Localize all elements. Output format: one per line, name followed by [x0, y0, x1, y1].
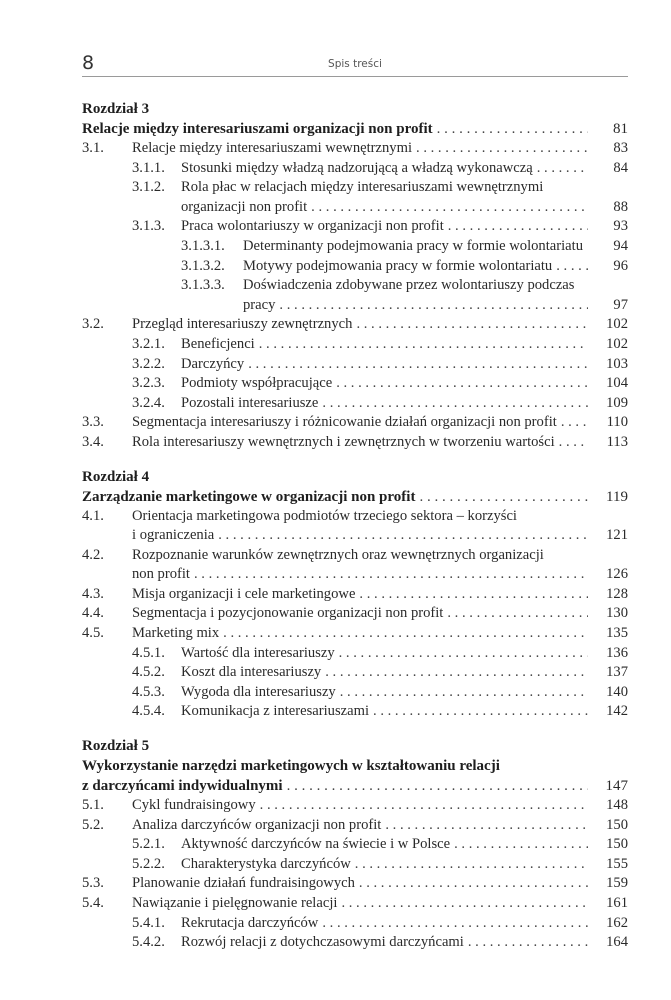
dot-leader — [194, 565, 588, 585]
toc-entry[interactable] — [82, 663, 628, 683]
dot-leader — [248, 355, 588, 375]
dot-leader — [260, 796, 588, 816]
section-number: 4.5.4. — [132, 703, 165, 720]
toc-entry[interactable] — [82, 855, 628, 875]
dot-leader — [322, 394, 588, 414]
page-ref: 121 — [606, 527, 628, 544]
dot-leader — [454, 835, 588, 855]
page-ref: 150 — [606, 836, 628, 853]
page-ref: 93 — [613, 218, 628, 235]
section-number: 5.2.2. — [132, 855, 165, 872]
toc-entry[interactable] — [82, 816, 628, 836]
chapter-title: z darczyńcami indywidualnymi — [82, 778, 283, 795]
page-ref: 136 — [606, 644, 628, 661]
section-title: Wartość dla interesariuszy — [181, 644, 335, 661]
section-number: 5.2.1. — [132, 836, 165, 853]
section-title-continued: i ograniczenia — [132, 527, 215, 544]
page-ref: 88 — [613, 198, 628, 215]
toc-entry[interactable] — [82, 433, 628, 453]
toc-entry[interactable] — [82, 394, 628, 414]
toc-entry[interactable] — [82, 546, 628, 585]
dot-leader — [356, 315, 588, 335]
section-number: 5.4.1. — [132, 914, 165, 931]
page-ref: 81 — [613, 121, 628, 137]
page-ref: 83 — [613, 140, 628, 156]
dot-leader — [373, 702, 588, 722]
dot-leader — [287, 776, 588, 796]
chapter-title: Zarządzanie marketingowe w organizacji non profit — [82, 488, 416, 505]
section-title: Aktywność darczyńców na świecie i w Polsce — [181, 836, 451, 853]
page-ref: 113 — [606, 433, 628, 450]
page-ref: 137 — [606, 664, 628, 681]
toc-entry[interactable] — [82, 624, 628, 644]
chapter-label: Rozdział 3 — [82, 101, 150, 117]
section-number: 3.1.2. — [132, 179, 165, 196]
page-ref: 161 — [606, 895, 628, 911]
section-number: 4.5.1. — [132, 644, 165, 661]
section-title-continued: pracy — [243, 296, 276, 313]
page-ref: 110 — [606, 414, 628, 431]
section-title: Przegląd interesariuszy zewnętrznych — [132, 316, 353, 333]
page-ref: 164 — [606, 934, 628, 951]
section-number: 5.3. — [82, 875, 104, 892]
toc-entry[interactable] — [82, 604, 628, 624]
dot-leader — [437, 119, 588, 139]
section-title: Charakterystyka darczyńców — [181, 855, 351, 872]
section-title: Beneficjenci — [181, 335, 255, 352]
chapter-title: Wykorzystanie narzędzi marketingowych w kształtowaniu relacji — [82, 758, 500, 775]
toc-entry[interactable] — [82, 683, 628, 703]
running-header — [82, 52, 628, 77]
toc-entry[interactable] — [82, 374, 628, 394]
section-number: 5.2. — [82, 816, 104, 833]
section-title: Praca wolontariuszy w organizacji non profit — [181, 218, 444, 235]
page-ref: 97 — [613, 296, 628, 313]
section-title: Misja organizacji i cele marketingowe — [132, 585, 356, 602]
section-title-continued: organizacji non profit — [181, 198, 308, 215]
dot-leader — [355, 855, 588, 875]
section-title: Rola płac w relacjach między interesariuszami wewnętrznymi — [181, 179, 544, 196]
page-ref: 84 — [613, 159, 628, 176]
chapter-title-entry[interactable] — [82, 776, 628, 796]
toc-entry[interactable] — [82, 796, 628, 816]
section-number: 3.1. — [82, 140, 104, 156]
section-number: 5.4. — [82, 895, 104, 911]
page-number: 8 — [82, 52, 95, 74]
chapter-section — [82, 736, 628, 953]
toc-entry[interactable] — [82, 315, 628, 335]
chapter-title: Relacje między interesariuszami organizacji non profit — [82, 121, 433, 137]
page-ref: 103 — [606, 355, 628, 372]
dot-leader — [341, 894, 588, 914]
toc-entry[interactable] — [82, 835, 628, 855]
page-ref: 162 — [606, 914, 628, 931]
section-number: 3.1.1. — [132, 159, 165, 176]
toc-entry[interactable] — [82, 933, 628, 953]
dot-leader — [359, 585, 588, 605]
dot-leader — [325, 663, 588, 683]
toc-entry[interactable] — [82, 257, 628, 277]
section-title: Cykl fundraisingowy — [132, 797, 256, 814]
dot-leader — [559, 433, 588, 453]
section-number: 5.4.2. — [132, 934, 165, 951]
section-number: 4.5.2. — [132, 664, 165, 681]
section-number: 3.2. — [82, 316, 104, 333]
chapter-title-entry[interactable] — [82, 487, 628, 507]
chapter-label: Rozdział 4 — [82, 468, 150, 485]
section-title: Rola interesariuszy wewnętrznych i zewnętrznych w tworzeniu wartości — [132, 433, 555, 450]
dot-leader — [385, 816, 588, 836]
page-ref: 102 — [606, 316, 628, 333]
section-title: Koszt dla interesariuszy — [181, 664, 322, 681]
toc-entry[interactable] — [82, 355, 628, 375]
dot-leader — [537, 159, 588, 179]
toc-entry[interactable] — [82, 237, 628, 257]
toc-entry[interactable] — [82, 217, 628, 237]
section-title: Rozwój relacji z dotychczasowymi darczyńcami — [181, 934, 464, 951]
section-title: Pozostali interesariusze — [181, 394, 319, 411]
section-number: 4.5. — [82, 625, 104, 642]
toc-entry[interactable] — [82, 159, 628, 179]
chapter-title-entry[interactable] — [82, 119, 628, 139]
page-ref: 150 — [606, 816, 628, 833]
dot-leader — [447, 604, 588, 624]
dot-leader — [419, 487, 588, 507]
dot-leader — [416, 139, 588, 159]
toc-entry[interactable] — [82, 894, 628, 914]
dot-leader — [448, 217, 588, 237]
toc-entry[interactable] — [82, 276, 628, 315]
toc-entry[interactable] — [82, 178, 628, 217]
section-number: 3.1.3.1. — [181, 237, 225, 254]
section-title: Segmentacja interesariuszy i różnicowanie działań organizacji non profit — [132, 414, 557, 431]
toc-entry[interactable] — [82, 507, 628, 546]
section-title: Wygoda dla interesariuszy — [181, 683, 336, 700]
section-title: Doświadczenia zdobywane przez wolontariuszy podczas — [243, 277, 575, 294]
section-number: 3.2.2. — [132, 355, 165, 372]
toc-entry[interactable] — [82, 644, 628, 664]
section-number: 3.4. — [82, 433, 104, 450]
section-number: 3.3. — [82, 414, 104, 431]
page-ref: 109 — [606, 394, 628, 411]
chapter-section — [82, 467, 628, 723]
chapter-section — [82, 99, 628, 453]
page-ref: 155 — [606, 855, 628, 872]
page-ref: 126 — [606, 566, 628, 583]
toc-entry[interactable] — [82, 914, 628, 934]
section-title: Nawiązanie i pielęgnowanie relacji — [132, 895, 338, 911]
page-ref: 119 — [606, 488, 628, 505]
chapter-title-line — [82, 756, 628, 776]
section-number: 4.1. — [82, 507, 104, 524]
toc-entry[interactable] — [82, 139, 628, 159]
dot-leader — [561, 413, 588, 433]
chapter-label: Rozdział 5 — [82, 738, 150, 755]
page-ref: 96 — [613, 257, 628, 274]
section-number: 4.2. — [82, 546, 104, 563]
dot-leader — [279, 296, 588, 316]
section-title: Planowanie działań fundraisingowych — [132, 875, 355, 892]
section-title: Motywy podejmowania pracy w formie wolontariatu — [243, 257, 553, 274]
section-title: Rekrutacja darczyńców — [181, 914, 319, 931]
toc-entry[interactable] — [82, 874, 628, 894]
page-ref: 130 — [606, 605, 628, 622]
dot-leader — [259, 335, 588, 355]
page-ref: 104 — [606, 375, 628, 392]
page-ref: 102 — [606, 335, 628, 352]
dot-leader — [339, 644, 588, 664]
section-title: Analiza darczyńców organizacji non profit — [132, 816, 382, 833]
section-number: 4.3. — [82, 585, 104, 602]
section-number: 4.5.3. — [132, 683, 165, 700]
section-number: 3.1.3. — [132, 218, 165, 235]
section-title: Orientacja marketingowa podmiotów trzeciego sektora – korzyści — [132, 507, 517, 524]
section-number: 3.2.3. — [132, 375, 165, 392]
page-ref: 147 — [605, 778, 628, 795]
running-title: Spis treści — [328, 58, 382, 70]
dot-leader — [359, 874, 588, 894]
section-title-continued: non profit — [132, 566, 190, 583]
section-title: Podmioty współpracujące — [181, 375, 333, 392]
section-number: 3.1.3.3. — [181, 277, 225, 294]
page-ref: 135 — [606, 625, 628, 642]
dot-leader — [468, 933, 588, 953]
toc-entry[interactable] — [82, 585, 628, 605]
section-number: 3.1.3.2. — [181, 257, 225, 274]
section-title: Marketing mix — [132, 625, 220, 642]
dot-leader — [336, 374, 588, 394]
dot-leader — [223, 624, 588, 644]
toc-entry[interactable] — [82, 413, 628, 433]
section-title: Relacje między interesariuszami wewnętrznymi — [132, 140, 413, 156]
page-ref: 142 — [606, 703, 628, 720]
section-title: Komunikacja z interesariuszami — [181, 703, 370, 720]
page-ref: 140 — [606, 683, 628, 700]
section-title: Rozpoznanie warunków zewnętrznych oraz wewnętrznych organizacji — [132, 546, 544, 563]
section-title: Darczyńcy — [181, 355, 245, 372]
dot-leader — [218, 526, 588, 546]
dot-leader — [322, 914, 588, 934]
dot-leader — [587, 237, 588, 257]
toc-entry[interactable] — [82, 335, 628, 355]
section-number: 4.4. — [82, 605, 104, 622]
section-title: Determinanty podejmowania pracy w formie wolontariatu — [243, 237, 584, 254]
section-number: 3.2.4. — [132, 394, 165, 411]
section-number: 5.1. — [82, 797, 104, 814]
dot-leader — [311, 198, 588, 218]
dot-leader — [556, 257, 588, 277]
toc-entry[interactable] — [82, 702, 628, 722]
dot-leader — [340, 683, 588, 703]
section-number: 3.2.1. — [132, 335, 165, 352]
section-title: Stosunki między władzą nadzorującą a władzą wykonawczą — [181, 159, 533, 176]
page-ref: 148 — [606, 797, 628, 814]
page-ref: 94 — [613, 237, 628, 254]
table-of-contents — [82, 99, 628, 967]
page-ref: 159 — [606, 875, 628, 892]
page-ref: 128 — [606, 585, 628, 602]
section-title: Segmentacja i pozycjonowanie organizacji non profit — [132, 605, 444, 622]
